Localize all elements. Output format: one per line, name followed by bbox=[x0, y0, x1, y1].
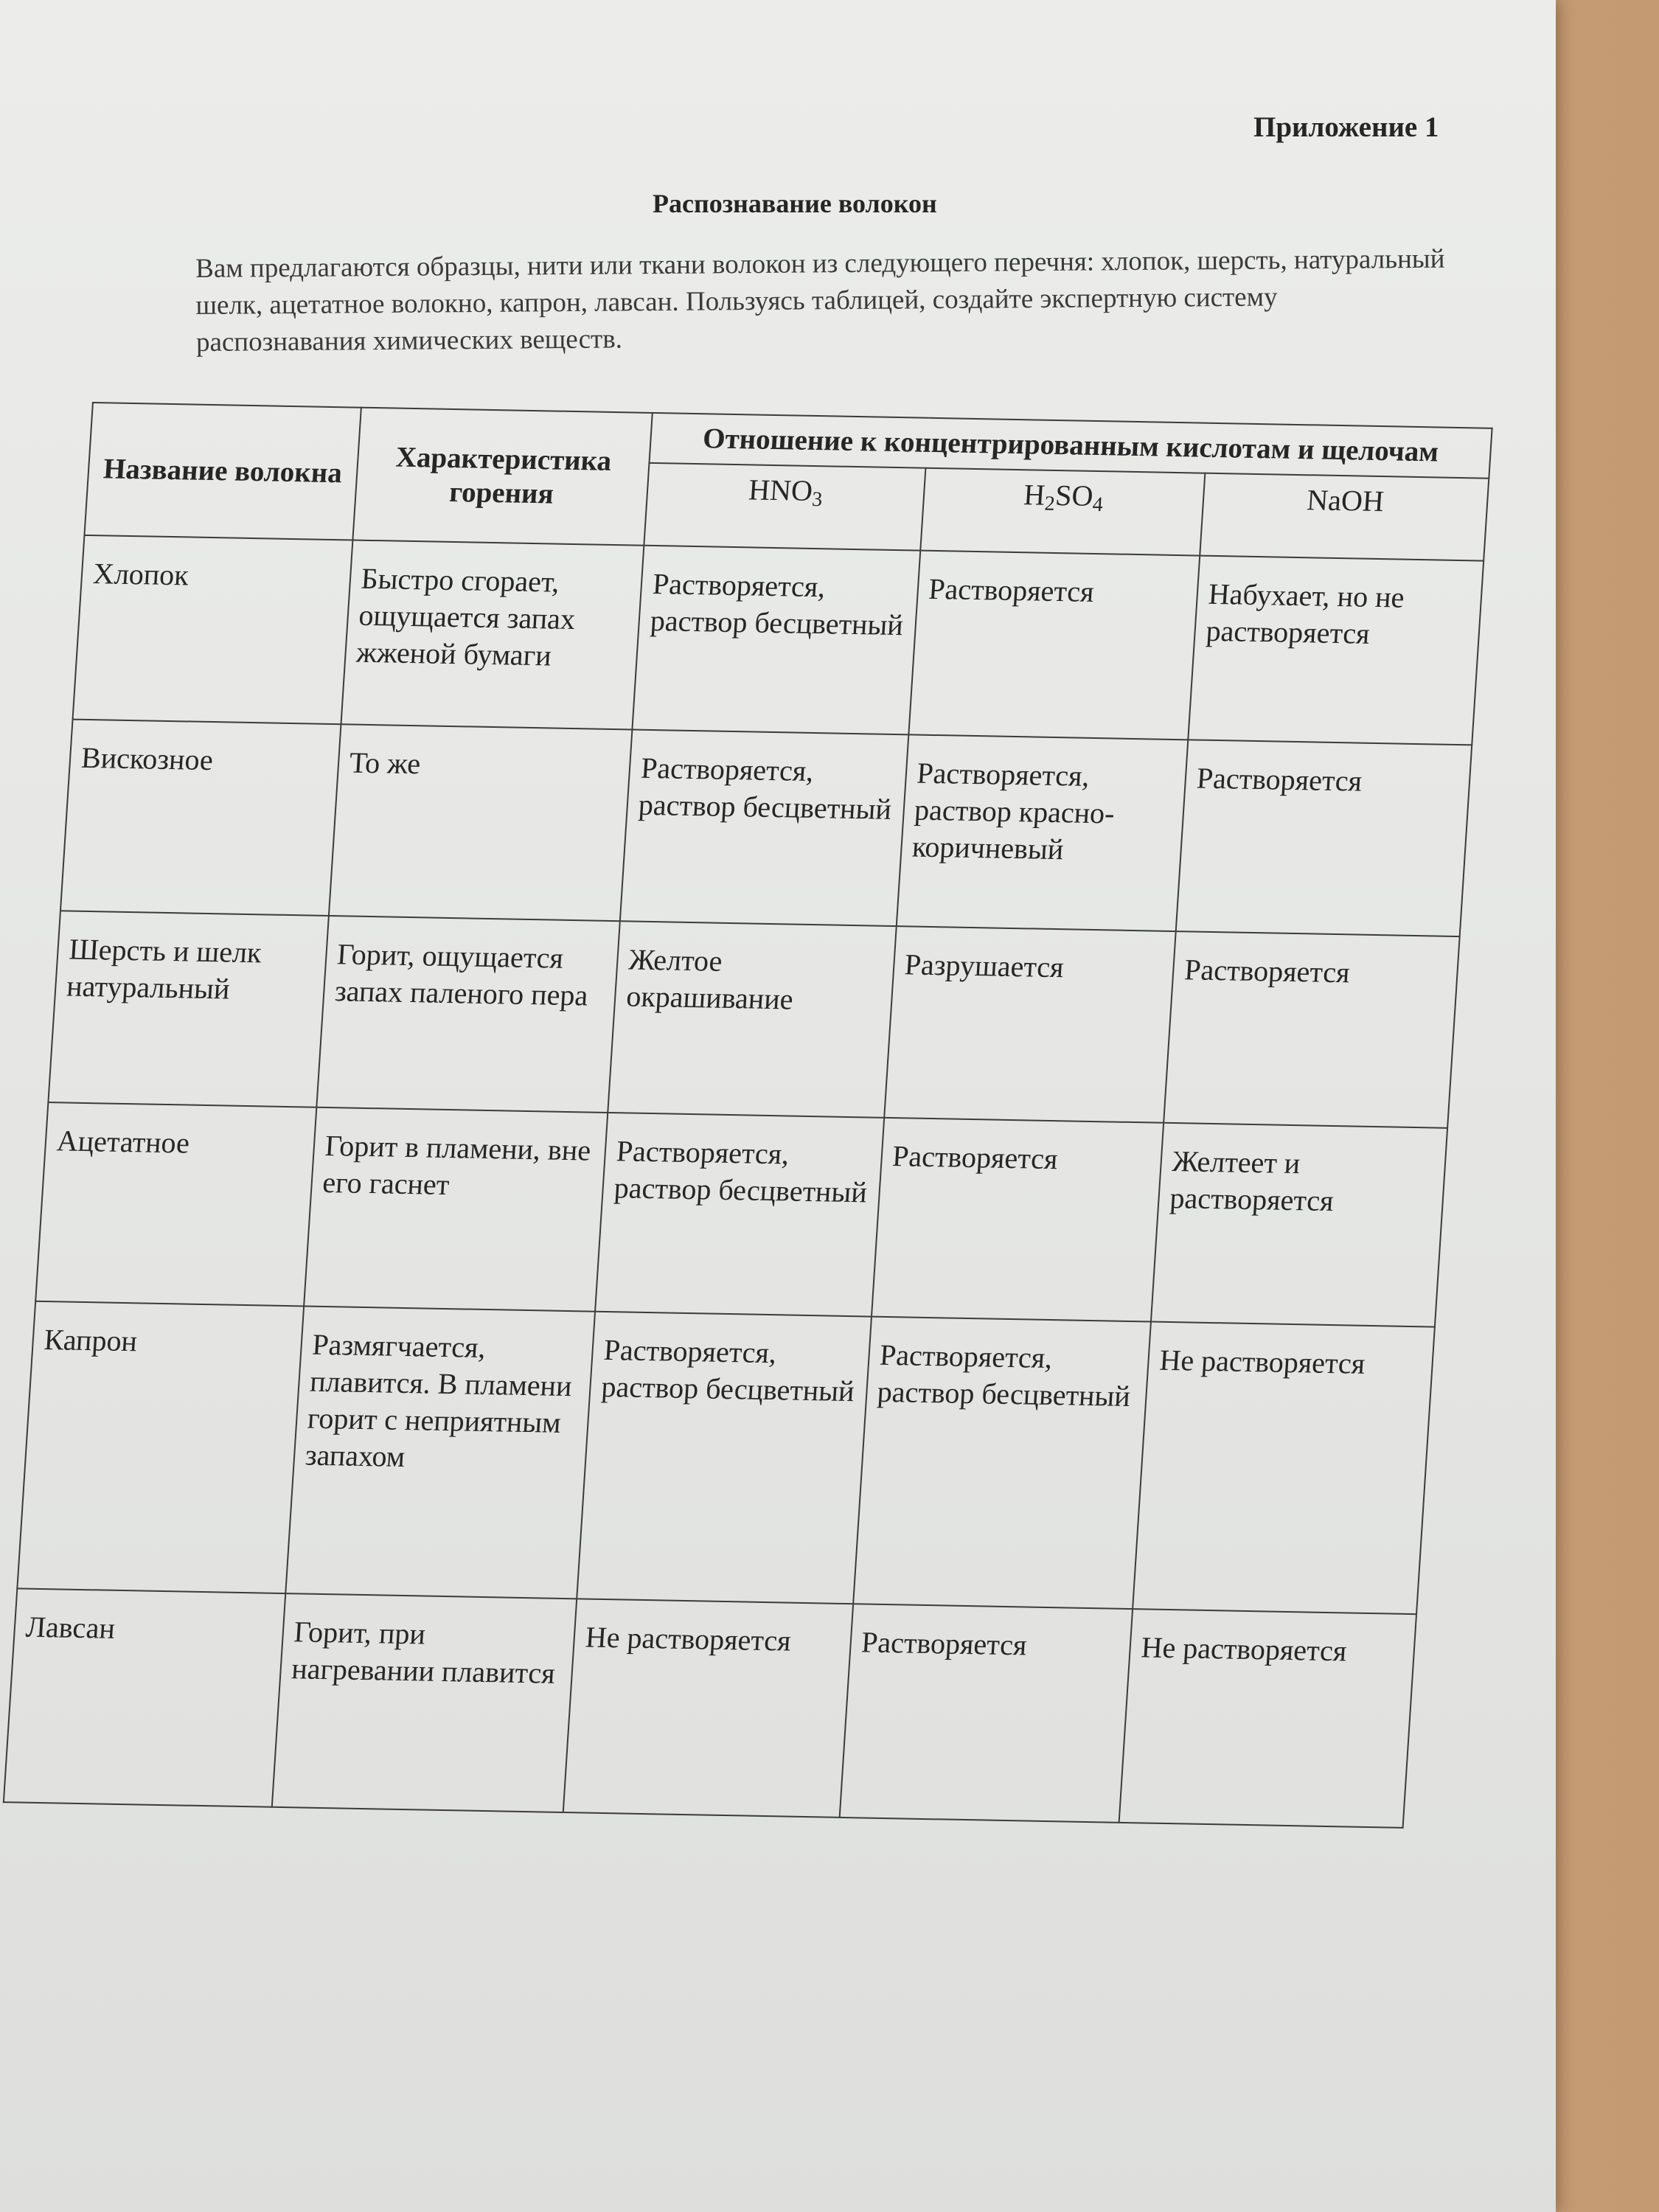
fiber-recognition-table bbox=[3, 402, 1493, 1829]
cell-h2so4: Растворяется bbox=[871, 1118, 1164, 1322]
cell-h2so4: Растворяется bbox=[908, 551, 1200, 740]
cell-h2so4: Растворяется, раствор красно-коричневый bbox=[896, 734, 1188, 931]
cell-burning: Быстро сгорает, ощущается запах жженой бумаги bbox=[341, 540, 644, 730]
h2so4-subscript-2: 2 bbox=[1043, 492, 1056, 515]
header-hno3 bbox=[644, 463, 925, 551]
cell-fiber-name: Вискозное bbox=[60, 720, 341, 916]
header-h2so4 bbox=[920, 468, 1206, 556]
hno3-main: HNO bbox=[747, 473, 814, 507]
cell-h2so4: Разрушается bbox=[884, 926, 1176, 1123]
cell-fiber-name: Капрон bbox=[17, 1301, 304, 1593]
table-row bbox=[35, 1102, 1447, 1327]
cell-hno3: Растворяется, раствор бесцветный bbox=[577, 1312, 871, 1604]
appendix-label: Приложение 1 bbox=[1253, 111, 1439, 143]
cell-fiber-name: Ацетатное bbox=[35, 1102, 316, 1306]
table-row bbox=[48, 911, 1459, 1128]
table-row bbox=[60, 720, 1472, 937]
intro-paragraph: Вам предлагаются образцы, нити или ткани волокон из следующего перечня: хлопок, шерсть, натуральный шелк, ацетатное волокно, капрон, лавсан. Пользуясь таблицей, создайте экспертную систему распознавания химических веществ. bbox=[195, 243, 1445, 358]
fiber-table-wrapper bbox=[3, 402, 1493, 1829]
cell-hno3: Растворяется, раствор бесцветный bbox=[620, 729, 908, 926]
cell-hno3: Растворяется, раствор бесцветный bbox=[595, 1113, 883, 1317]
cell-fiber-name: Хлопок bbox=[73, 535, 353, 724]
cell-hno3: Желтое окрашивание bbox=[608, 921, 896, 1118]
cell-h2so4: Растворяется bbox=[839, 1604, 1133, 1823]
table-row bbox=[73, 535, 1484, 745]
cell-naoh: Желтеет и растворяется bbox=[1151, 1123, 1447, 1327]
cell-burning: Горит, при нагревании плавится bbox=[272, 1593, 577, 1812]
cell-fiber-name: Шерсть и шелк натуральный bbox=[48, 911, 328, 1107]
cell-burning: Горит, ощущается запах паленого пера bbox=[316, 916, 620, 1113]
cell-h2so4: Растворяется, раствор бесцветный bbox=[853, 1317, 1151, 1610]
h2so4-subscript-4: 4 bbox=[1091, 493, 1104, 517]
document-title: Распознавание волокон bbox=[653, 189, 937, 218]
hno3-subscript: 3 bbox=[811, 487, 824, 512]
header-relation: Отношение к концентрированным кислотам и щелочам bbox=[650, 413, 1492, 479]
cell-naoh: Набухает, но не растворяется bbox=[1188, 556, 1484, 745]
header-burning: Характеристика горения bbox=[352, 408, 653, 546]
cell-naoh: Растворяется bbox=[1164, 931, 1459, 1128]
table-row bbox=[4, 1588, 1416, 1827]
cell-burning: Размягчается, плавится. В пламени горит с неприятным запахом bbox=[285, 1306, 595, 1599]
header-fiber-name: Название волокна bbox=[84, 403, 361, 540]
header-naoh: NaOH bbox=[1200, 473, 1489, 561]
cell-hno3: Не растворяется bbox=[563, 1599, 853, 1818]
cell-fiber-name: Лавсан bbox=[4, 1588, 285, 1806]
cell-naoh: Растворяется bbox=[1176, 740, 1472, 936]
cell-burning: Горит в пламени, вне его гаснет bbox=[304, 1107, 608, 1312]
cell-burning: То же bbox=[329, 724, 633, 921]
cell-hno3: Растворяется, раствор бесцветный bbox=[633, 546, 920, 735]
h2so4-h: H bbox=[1023, 478, 1046, 512]
cell-naoh: Не растворяется bbox=[1119, 1609, 1416, 1828]
h2so4-so: SO bbox=[1054, 478, 1094, 512]
table-row bbox=[17, 1301, 1435, 1614]
cell-naoh: Не растворяется bbox=[1133, 1322, 1435, 1615]
